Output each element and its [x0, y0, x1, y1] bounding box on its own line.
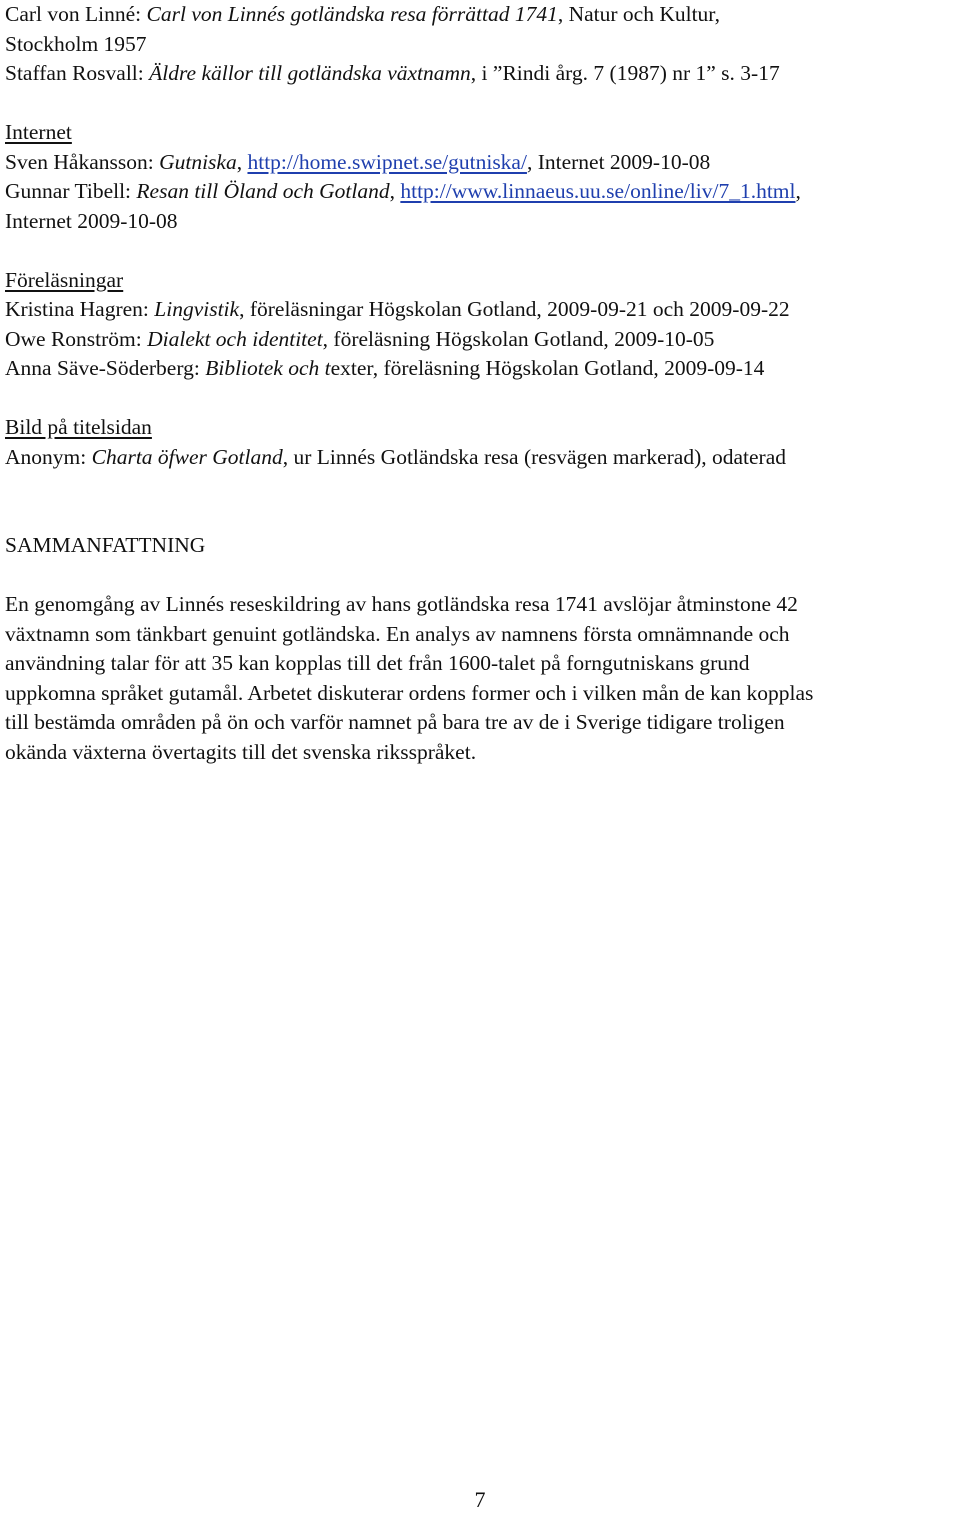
cover-image-credit — [5, 443, 960, 473]
lecture-details: exter, föreläsning Högskolan Gotland, 2009-09-14 — [330, 356, 765, 380]
reference-tibell — [5, 177, 960, 207]
lecture-author: Owe Ronström: — [5, 326, 148, 351]
summary-paragraph — [5, 590, 960, 767]
summary-line: okända växterna övertagits till det svenska riksspråket. — [5, 739, 477, 764]
summary-line: En genomgång av Linnés reseskildring av hans gotländska resa 1741 avslöjar åtminstone 42 — [5, 592, 798, 616]
reference-title: Äldre källor till gotländska växtnamn — [149, 61, 471, 85]
reference-author: Sven Håkansson: — [5, 149, 160, 174]
spacer — [5, 561, 960, 591]
reference-author: Staffan Rosvall: — [5, 61, 150, 85]
credit-details: , ur Linnés Gotländska resa (resvägen markerad), odaterad — [282, 444, 786, 469]
spacer — [5, 472, 960, 531]
reference-author: Gunnar Tibell: — [5, 179, 137, 203]
document-page — [5, 0, 960, 767]
summary-line: användning talar för att 35 kan kopplas till det från 1600-talet på forngutniskans grund — [5, 651, 750, 675]
summary-line: till bestämda områden på ön och varför namnet på bara tre av de i Sverige tidigare troligen — [5, 710, 785, 734]
page-number: 7 — [474, 1487, 486, 1512]
credit-author: Anonym: — [5, 444, 92, 469]
summary-line: växtnamn som tänkbart genuint gotländska. En analys av namnens första omnämnande och — [5, 621, 790, 646]
credit-title: Charta öfwer Gotland — [91, 444, 283, 469]
reference-hakansson — [5, 148, 960, 178]
reference-details: , Natur och Kultur, — [557, 2, 720, 26]
spacer — [5, 89, 960, 119]
reference-title: Gutniska — [159, 149, 237, 174]
lecture-hagren — [5, 295, 960, 325]
reference-link-linnaeus[interactable]: http://www.linnaeus.uu.se/online/liv/7_1.html — [400, 179, 796, 203]
reference-separator: , — [236, 149, 248, 174]
reference-title: Resan till Öland och Gotland — [136, 179, 390, 203]
section-heading-cover-image: Bild på titelsidan — [5, 415, 152, 439]
reference-separator: , — [389, 179, 401, 203]
lecture-ronstrom — [5, 325, 960, 355]
section-heading-internet: Internet — [5, 120, 72, 144]
reference-details: , — [795, 179, 801, 203]
summary-heading: SAMMANFATTNING — [5, 533, 206, 557]
reference-title: Carl von Linnés gotländska resa förrättad 1741 — [146, 2, 558, 26]
lecture-save-soderberg — [5, 354, 960, 384]
lecture-author: Anna Säve-Söderberg: — [5, 356, 206, 380]
summary-line: uppkomna språket gutamål. Arbetet diskuterar ordens former och i vilken mån de kan kopplas — [5, 680, 814, 705]
reference-details: , i ”Rindi årg. 7 (1987) nr 1” s. 3-17 — [470, 61, 780, 85]
spacer — [5, 236, 960, 266]
lecture-title: Dialekt och identitet — [147, 326, 323, 351]
reference-linne-continued: Stockholm 1957 — [5, 31, 147, 56]
lecture-title: Lingvistik — [154, 297, 240, 321]
reference-link-gutniska[interactable]: http://home.swipnet.se/gutniska/ — [247, 149, 527, 174]
reference-details: , Internet 2009-10-08 — [526, 149, 711, 174]
reference-tibell-continued: Internet 2009-10-08 — [5, 208, 178, 233]
reference-author: Carl von Linné: — [5, 2, 147, 26]
section-heading-lectures: Föreläsningar — [5, 267, 124, 292]
lecture-title: Bibliotek och t — [205, 356, 331, 380]
lecture-details: , föreläsning Högskolan Gotland, 2009-10-05 — [322, 326, 715, 351]
reference-rosvall — [5, 59, 960, 89]
reference-linne — [5, 0, 960, 30]
lecture-author: Kristina Hagren: — [5, 297, 155, 321]
spacer — [5, 384, 960, 414]
lecture-details: , föreläsningar Högskolan Gotland, 2009-09-21 och 2009-09-22 — [239, 297, 790, 321]
